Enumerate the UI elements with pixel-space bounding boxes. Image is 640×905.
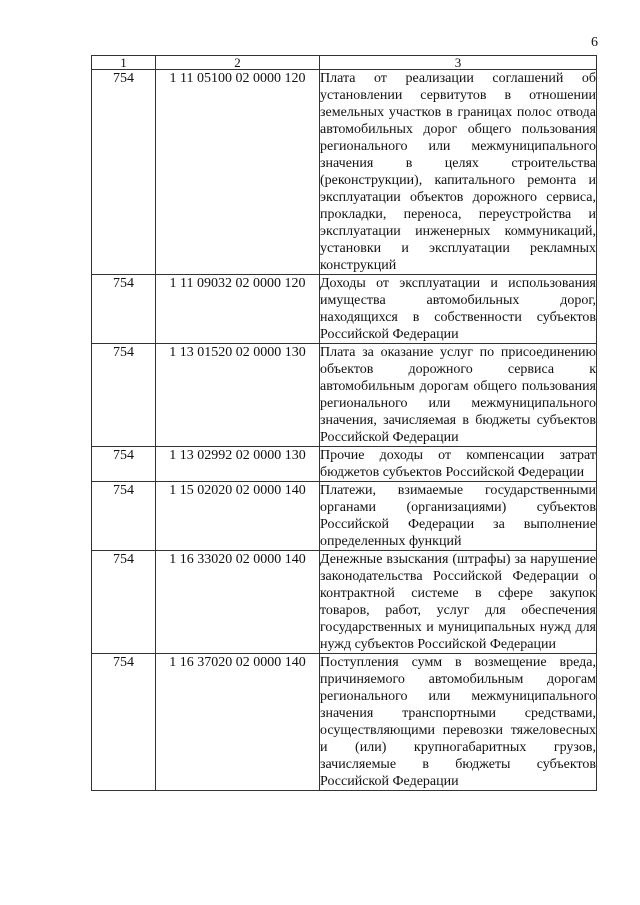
admin-code-cell: 754 [92,447,156,482]
budget-code-cell: 1 13 01520 02 0000 130 [156,344,320,447]
budget-code-cell: 1 11 09032 02 0000 120 [156,275,320,344]
description-cell: Платежи, взимаемые государственными органами (организациями) субъектов Российской Федерации за выполнение определенных функций [320,483,596,549]
table-row [92,70,597,275]
revenue-codes-table [91,55,597,791]
description-cell: Плата от реализации соглашений об установлении сервитутов в отношении земельных участков в границах полос отвода автомобильных дорог общего пользования регионального или межмуниципального значения в целях строительства (реконструкции), капитального ремонта и эксплуатации объектов дорожного сервиса, прокладки, переноса, переустройства и эксплуатации инженерных коммуникаций, установки и эксплуатации рекламных конструкций [320,71,596,273]
table-row [92,344,597,447]
table-row [92,482,597,551]
admin-code-cell: 754 [92,654,156,791]
admin-code-cell: 754 [92,344,156,447]
column-header-1: 1 [92,56,156,70]
description-cell: Доходы от эксплуатации и использования имущества автомобильных дорог, находящихся в собственности субъектов Российской Федерации [320,276,596,342]
column-header-3: 3 [320,56,597,70]
description-cell: Плата за оказание услуг по присоединению объектов дорожного сервиса к автомобильным дорогам общего пользования регионального или межмуниципального значения, зачисляемая в бюджеты субъектов Российской Федерации [320,345,596,445]
table-row [92,551,597,654]
table-row [92,654,597,791]
budget-code-cell: 1 13 02992 02 0000 130 [156,447,320,482]
budget-code-cell: 1 11 05100 02 0000 120 [156,70,320,275]
admin-code-cell: 754 [92,482,156,551]
table-header-row [92,56,597,70]
description-cell: Прочие доходы от компенсации затрат бюджетов субъектов Российской Федерации [320,448,596,480]
admin-code-cell: 754 [92,275,156,344]
table-row [92,275,597,344]
description-cell: Поступления сумм в возмещение вреда, причиняемого автомобильным дорогам регионального или межмуниципального значения транспортными средствами, осуществляющими перевозки тяжеловесных и (или) крупногабаритных грузов, зачисляемые в бюджеты субъектов Российской Федерации [320,655,596,789]
admin-code-cell: 754 [92,70,156,275]
table-row [92,447,597,482]
budget-code-cell: 1 16 37020 02 0000 140 [156,654,320,791]
description-cell: Денежные взыскания (штрафы) за нарушение законодательства Российской Федерации о контрактной системе в сфере закупок товаров, работ, услуг для обеспечения государственных и муниципальных нужд для нужд субъектов Российской Федерации [320,552,596,652]
column-header-2: 2 [156,56,320,70]
budget-code-cell: 1 16 33020 02 0000 140 [156,551,320,654]
page-number: 6 [591,35,598,50]
admin-code-cell: 754 [92,551,156,654]
budget-code-cell: 1 15 02020 02 0000 140 [156,482,320,551]
